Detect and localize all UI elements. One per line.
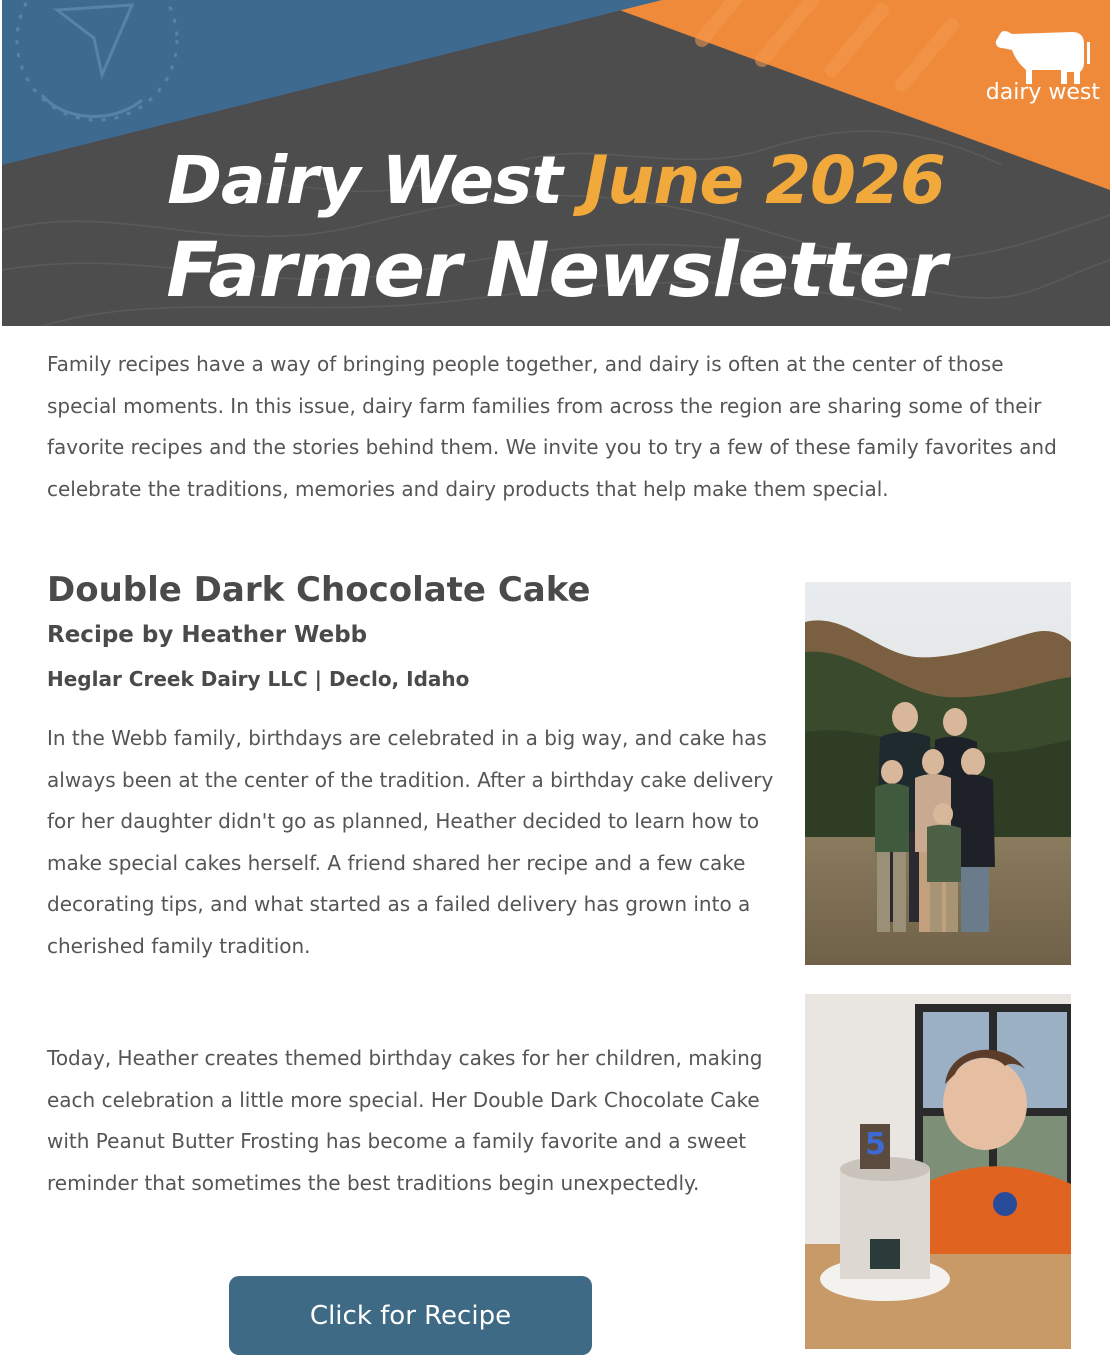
recipe-button-label: Click for Recipe — [309, 1300, 512, 1331]
header-banner — [2, 0, 1110, 326]
article-paragraph-2: Today, Heather creates themed birthday cakes for her children, making each celebration a little more special. Her Double Dark Chocolate Cake with Peanut Butter Frosting has become a family favorite and a sweet reminder that sometimes the best traditions begin unexpectedly. — [47, 1046, 763, 1195]
newsletter-title-line1: Dairy West June 2026 — [167, 142, 945, 219]
article-farm-location: Heglar Creek Dairy LLC | Declo, Idaho — [47, 667, 470, 691]
article-paragraph-1: In the Webb family, birthdays are celebrated in a big way, and cake has always been at the center of the tradition. After a birthday cake delivery for her daughter didn't go as planned, Heather decided to learn how to make special cakes herself. A friend shared her recipe and a few cake decorating tips, and what started as a failed delivery has grown into a cherished family tradition. — [47, 726, 774, 958]
kid-cake-photo — [805, 994, 1071, 1349]
article-title: Double Dark Chocolate Cake — [47, 570, 591, 610]
svg-text:5: 5 — [865, 1127, 886, 1162]
title-date: June 2026 — [583, 142, 945, 219]
newsletter-title-line2: Farmer Newsletter — [166, 225, 946, 314]
recipe-button[interactable] — [229, 1276, 592, 1355]
intro-paragraph: Family recipes have a way of bringing people together, and dairy is often at the center of those special moments. In this issue, dairy farm families from across the region are sharing some of their favorite recipes and the stories behind them. We invite you to try a few of these family favorites and celebrate the traditions, memories and dairy products that help make them special. — [47, 352, 1057, 502]
article-byline: Recipe by Heather Webb — [47, 622, 368, 648]
family-photo — [805, 582, 1071, 965]
logo-text: dairy west — [985, 80, 1100, 105]
